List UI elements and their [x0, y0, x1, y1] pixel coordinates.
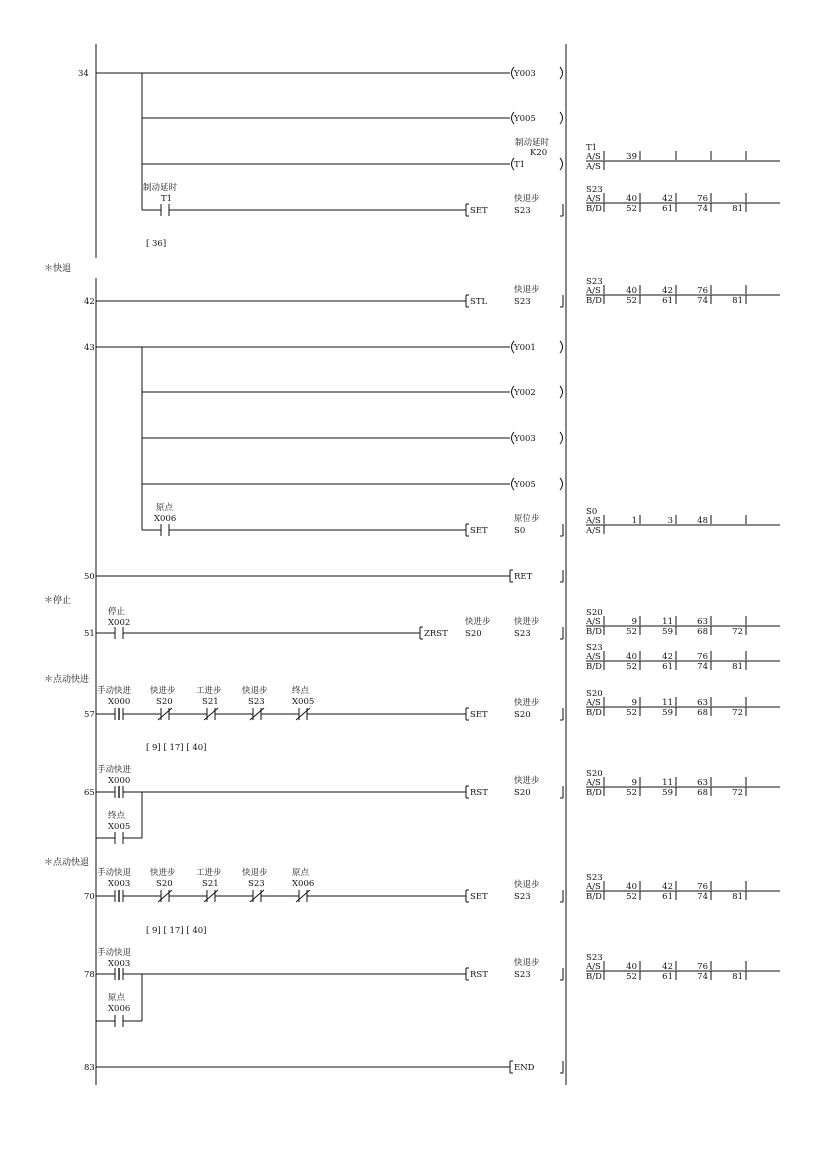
section-comment: ＊快退 [44, 264, 72, 274]
cross-reference: [ 9] [ 17] [ 40] [146, 743, 207, 753]
xref-value: 42 [662, 882, 673, 892]
section-comment: ＊点动快退 [44, 858, 90, 868]
xref-value: 52 [626, 892, 637, 902]
output-coil [512, 432, 563, 444]
device-comment: 原点 [292, 868, 310, 878]
instruction-name: RET [514, 572, 533, 582]
xref-row-label: B/D [586, 296, 602, 306]
contact-device: X006 [108, 1004, 131, 1014]
xref-device: S23 [586, 873, 603, 883]
instruction-name: SET [470, 206, 488, 216]
contact-device: X005 [108, 822, 131, 832]
xref-row-label: A/S [586, 194, 601, 204]
xref-value: 59 [662, 708, 673, 718]
device-comment: 手动快进 [97, 765, 132, 775]
xref-value: 11 [662, 778, 673, 788]
contact-device: T1 [161, 194, 173, 204]
contact-no [143, 182, 178, 216]
xref-value: 81 [732, 892, 743, 902]
xref-value: 61 [662, 662, 673, 672]
zrst-instruction [420, 616, 563, 639]
instruction-device: S20 [514, 788, 531, 798]
xref-row-label: A/S [586, 617, 601, 627]
device-comment: 快退步 [514, 880, 540, 890]
step-number: 43 [84, 343, 95, 353]
timer-coil [512, 137, 563, 170]
device-comment: 手动快退 [97, 868, 132, 878]
contact-nc [242, 867, 268, 902]
xref-value: 11 [662, 698, 673, 708]
xref-device: S23 [586, 277, 603, 287]
instruction-name: END [514, 1063, 535, 1073]
xref-value: 63 [697, 698, 708, 708]
instruction-device: S23 [514, 629, 531, 639]
device-comment: 快退步 [242, 868, 268, 878]
timer-setpoint: K20 [530, 148, 548, 158]
contact-nc [196, 867, 222, 902]
xref-value: 40 [626, 652, 637, 662]
rung-51 [84, 606, 563, 639]
contact-nc [242, 685, 268, 720]
coil-device: Y003 [514, 69, 536, 79]
device-comment: 工进步 [196, 686, 222, 696]
contact-device: X003 [108, 879, 131, 889]
xref-row-label: B/D [586, 708, 602, 718]
xref-value: 61 [662, 892, 673, 902]
device-comment: 原位步 [514, 514, 540, 524]
contact-nc [292, 867, 314, 902]
device-comment: 制动延时 [515, 138, 550, 148]
rst-instruction [466, 957, 563, 980]
xref-device: S20 [586, 689, 603, 699]
instruction-device: S23 [514, 892, 531, 902]
xref-value: 40 [626, 882, 637, 892]
step-number: 51 [84, 629, 95, 639]
rung-50 [84, 570, 563, 582]
output-coil [512, 341, 563, 353]
contact-nc [292, 685, 314, 720]
xref-row-label: A/S [586, 286, 601, 296]
contact-device: S20 [156, 697, 173, 707]
xref-value: 42 [662, 652, 673, 662]
xref-row-label: A/S [586, 882, 601, 892]
xref-value: 81 [732, 204, 743, 214]
coil-device: Y005 [514, 480, 536, 490]
instruction-device: S20 [514, 710, 531, 720]
output-coil [512, 478, 563, 490]
contact-device: S21 [202, 697, 219, 707]
xref-row-label: B/D [586, 627, 602, 637]
xref-row-label: B/D [586, 788, 602, 798]
rung-70 [84, 867, 563, 936]
xref-value: 42 [662, 194, 673, 204]
device-comment: 制动延时 [143, 183, 178, 193]
set-instruction [466, 697, 563, 720]
xref-value: 68 [697, 627, 708, 637]
xref-device: S23 [586, 643, 603, 653]
xref-value: 40 [626, 286, 637, 296]
xref-value: 76 [697, 962, 708, 972]
contact-no [108, 606, 130, 639]
xref-row-label: A/S [586, 652, 601, 662]
xref-value: 11 [662, 617, 673, 627]
contact-device: X003 [108, 959, 131, 969]
xref-table [585, 143, 780, 172]
rst-instruction [466, 775, 563, 798]
device-comment: 快退步 [242, 686, 268, 696]
output-coil [512, 67, 563, 79]
contact-nc [150, 685, 176, 720]
device-comment: 手动快进 [97, 686, 132, 696]
xref-value: 59 [662, 788, 673, 798]
xref-table [585, 643, 780, 672]
device-comment: 快进步 [465, 617, 491, 627]
contact-device: X005 [292, 697, 315, 707]
coil-device: Y002 [514, 388, 536, 398]
xref-table [585, 608, 780, 637]
xref-row-label: B/D [586, 972, 602, 982]
xref-value: 40 [626, 962, 637, 972]
xref-value: 74 [697, 972, 708, 982]
xref-value: 74 [697, 296, 708, 306]
xref-value: 39 [626, 152, 637, 162]
rung-65 [84, 764, 563, 844]
xref-value: 48 [697, 516, 708, 526]
device-comment: 快退步 [514, 285, 540, 295]
device-comment: 快进步 [150, 686, 176, 696]
set-instruction [466, 193, 563, 216]
rung-83 [84, 1061, 563, 1073]
set-instruction [466, 879, 563, 902]
contact-pulse [97, 685, 132, 720]
xref-value: 76 [697, 882, 708, 892]
instruction-name: SET [470, 892, 488, 902]
xref-value: 42 [662, 286, 673, 296]
xref-value: 52 [626, 708, 637, 718]
xref-value: 9 [631, 698, 637, 708]
contact-pulse [97, 867, 132, 902]
xref-device: S20 [586, 769, 603, 779]
device-comment: 手动快退 [97, 948, 132, 958]
contact-nc [150, 867, 176, 902]
xref-table [585, 769, 780, 798]
instruction-arg: S20 [465, 629, 482, 639]
xref-row-label: A/S [586, 698, 601, 708]
xref-row-label: B/D [586, 204, 602, 214]
end-instruction [510, 1061, 563, 1073]
xref-table [585, 277, 780, 306]
instruction-name: RST [470, 970, 488, 980]
rung-43 [84, 341, 563, 536]
contact-pulse-falling [97, 947, 132, 980]
output-coil [512, 112, 563, 124]
device-comment: 工进步 [196, 868, 222, 878]
contact-device: S21 [202, 879, 219, 889]
step-number: 78 [84, 970, 95, 980]
xref-row-label: A/S [586, 778, 601, 788]
xref-table [585, 185, 780, 214]
xref-value: 81 [732, 662, 743, 672]
output-coil [512, 386, 563, 398]
xref-value: 74 [697, 892, 708, 902]
contact-pulse-falling [97, 764, 132, 798]
xref-value: 81 [732, 296, 743, 306]
coil-device: Y001 [514, 343, 536, 353]
instruction-device: S23 [514, 297, 531, 307]
xref-value: 52 [626, 296, 637, 306]
section-comment: ＊停止 [44, 596, 72, 606]
device-comment: 终点 [292, 686, 310, 696]
contact-device: X006 [292, 879, 315, 889]
device-comment: 原点 [156, 503, 174, 513]
instruction-device: S23 [514, 206, 531, 216]
step-number: 70 [84, 892, 95, 902]
rung-57 [84, 685, 563, 753]
device-comment: 快进步 [514, 698, 540, 708]
xref-value: 68 [697, 788, 708, 798]
xref-table [585, 507, 780, 536]
xref-value: 9 [631, 617, 637, 627]
contact-device: X000 [108, 697, 131, 707]
step-number: 42 [84, 297, 95, 307]
device-comment: 快进步 [150, 868, 176, 878]
contact-device: S20 [156, 879, 173, 889]
xref-value: 76 [697, 652, 708, 662]
cross-reference-tables [585, 143, 780, 982]
xref-table [585, 953, 780, 982]
xref-value: 63 [697, 778, 708, 788]
xref-row-label: A/S [586, 962, 601, 972]
xref-value: 52 [626, 972, 637, 982]
xref-device: S23 [586, 185, 603, 195]
xref-value: 61 [662, 972, 673, 982]
device-comment: 终点 [108, 811, 126, 821]
section-comment: ＊点动快进 [44, 675, 90, 685]
xref-device: S0 [586, 507, 598, 517]
xref-row-label: A/S [586, 162, 601, 172]
xref-row-label: A/S [586, 526, 601, 536]
stl-instruction [466, 284, 563, 307]
contact-nc [196, 685, 222, 720]
xref-value: 42 [662, 962, 673, 972]
contact-no [108, 992, 130, 1027]
xref-value: 61 [662, 296, 673, 306]
contact-device: S23 [248, 697, 265, 707]
coil-device: T1 [514, 160, 526, 170]
rung-78 [84, 947, 563, 1027]
step-number: 50 [84, 572, 95, 582]
instruction-name: RST [470, 788, 488, 798]
xref-value: 52 [626, 662, 637, 672]
step-number: 57 [84, 710, 95, 720]
step-number: 65 [84, 788, 95, 798]
xref-row-label: B/D [586, 662, 602, 672]
instruction-name: SET [470, 710, 488, 720]
rung-42 [84, 284, 563, 307]
xref-value: 74 [697, 204, 708, 214]
xref-device: S20 [586, 608, 603, 618]
contact-no [154, 502, 176, 536]
cross-reference: [ 36] [146, 239, 167, 249]
contact-device: S23 [248, 879, 265, 889]
instruction-device: S23 [514, 970, 531, 980]
instruction-name: SET [470, 526, 488, 536]
contact-no [108, 810, 130, 844]
xref-value: 61 [662, 204, 673, 214]
device-comment: 快进步 [514, 617, 540, 627]
xref-value: 72 [732, 708, 743, 718]
contact-device: X006 [154, 514, 177, 524]
xref-value: 74 [697, 662, 708, 672]
coil-device: Y003 [514, 434, 536, 444]
xref-row-label: B/D [586, 892, 602, 902]
set-instruction [466, 513, 563, 536]
contact-device: X002 [108, 618, 131, 628]
xref-row-label: A/S [586, 152, 601, 162]
xref-value: 72 [732, 788, 743, 798]
instruction-name: STL [470, 297, 488, 307]
step-number: 34 [78, 69, 89, 79]
coil-device: Y005 [514, 114, 536, 124]
xref-value: 76 [697, 194, 708, 204]
xref-value: 3 [667, 516, 673, 526]
xref-value: 59 [662, 627, 673, 637]
contact-device: X000 [108, 776, 131, 786]
xref-value: 52 [626, 627, 637, 637]
ret-instruction [510, 570, 563, 582]
xref-value: 81 [732, 972, 743, 982]
device-comment: 快进步 [514, 776, 540, 786]
xref-device: S23 [586, 953, 603, 963]
instruction-name: ZRST [424, 629, 448, 639]
device-comment: 快退步 [514, 958, 540, 968]
xref-row-label: A/S [586, 516, 601, 526]
instruction-device: S0 [514, 526, 526, 536]
xref-device: T1 [586, 143, 598, 153]
xref-value: 1 [631, 516, 637, 526]
xref-value: 72 [732, 627, 743, 637]
rung-34 [78, 67, 563, 249]
xref-value: 52 [626, 204, 637, 214]
xref-value: 76 [697, 286, 708, 296]
xref-table [585, 873, 780, 902]
device-comment: 停止 [108, 607, 126, 617]
xref-value: 40 [626, 194, 637, 204]
xref-value: 68 [697, 708, 708, 718]
xref-value: 52 [626, 788, 637, 798]
device-comment: 快退步 [514, 194, 540, 204]
xref-table [585, 689, 780, 718]
device-comment: 原点 [108, 993, 126, 1003]
xref-value: 9 [631, 778, 637, 788]
step-number: 83 [84, 1063, 95, 1073]
xref-value: 63 [697, 617, 708, 627]
cross-reference: [ 9] [ 17] [ 40] [146, 926, 207, 936]
